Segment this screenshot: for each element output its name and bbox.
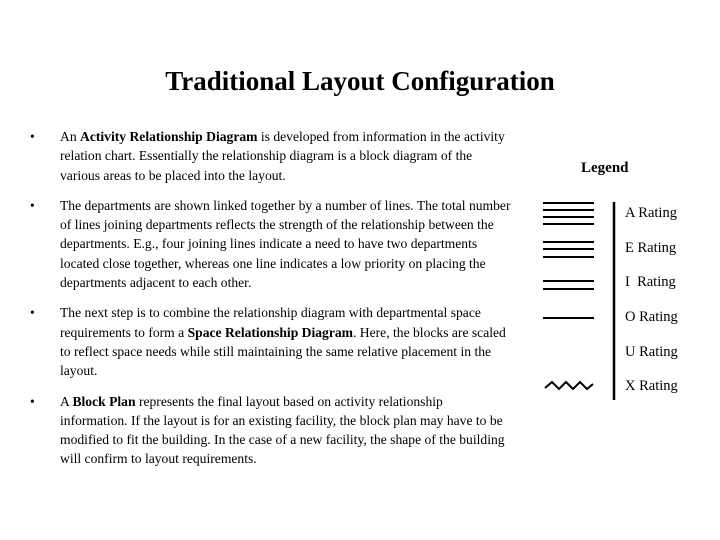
slide-title: Traditional Layout Configuration xyxy=(165,66,555,96)
bullet-text: The next step is to combine the relationship diagram with departmental space requirements to form a xyxy=(60,305,481,340)
bullet-text: is developed from information in the activity relation chart. Essentially the relationship diagram is a block diagram of the various areas to be placed into the layout. xyxy=(60,129,505,183)
legend-label-o: O Rating xyxy=(625,309,678,325)
bullet-text: represents the final layout based on activity relationship information. If the layout is for an existing facility, the block plan may have to be modified to fit the building. In the case of a new facility, the shape of the building will confirm to layout requirements. xyxy=(60,393,505,467)
bold-term: Activity Relationship Diagram xyxy=(80,129,258,144)
bold-term: Block Plan xyxy=(72,393,136,409)
legend-label-i: I Rating xyxy=(625,274,676,290)
legend-label-x: X Rating xyxy=(625,378,678,394)
legend-label-a: A Rating xyxy=(625,205,677,221)
bullet-text: An xyxy=(60,129,81,144)
legend-label-u: U Rating xyxy=(625,344,678,360)
bullet-icon: • xyxy=(30,197,35,213)
legend-lines-e xyxy=(543,242,594,257)
legend-title: Legend xyxy=(581,160,629,176)
bullet-text: The departments are shown linked together by a number of lines. The total number of lines joining departments reflects the strength of the relationship between the departments. E.g., four joining lines indicate a need to have two departments located close together, whereas one line indicates a low priority on placing the departments adjacent to each other. xyxy=(60,197,511,291)
legend-lines-a xyxy=(543,203,594,224)
bullet-icon: • xyxy=(30,305,35,321)
bullet-icon: • xyxy=(30,129,35,144)
bullet-icon: • xyxy=(30,393,35,409)
bullet-text: A xyxy=(60,393,73,409)
legend-label-e: E Rating xyxy=(625,240,677,256)
legend-zigzag-x xyxy=(545,382,593,389)
bold-term: Space Relationship Diagram xyxy=(187,324,353,340)
bullet-text: . Here, the blocks are scaled to reflect space needs while still maintaining the same relative placement in the layout. xyxy=(60,324,506,379)
legend-lines-i xyxy=(543,281,594,289)
